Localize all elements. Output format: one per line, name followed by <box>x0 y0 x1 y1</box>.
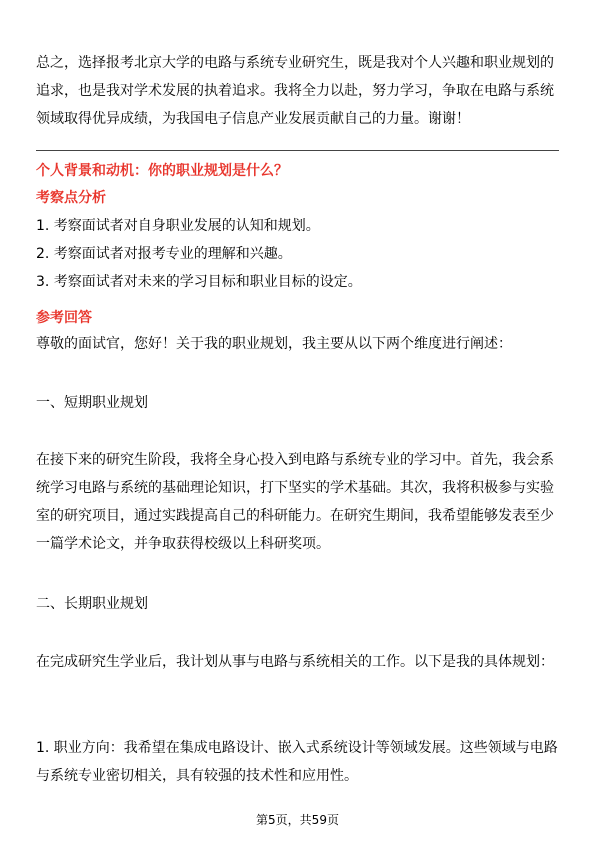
section-divider <box>36 150 559 151</box>
page-number: 第5页，共59页 <box>256 813 339 827</box>
answer-heading: 参考回答 <box>36 310 92 326</box>
long-term-title: 二、长期职业规划 <box>36 596 148 612</box>
analysis-item: 1. 考察面试者对自身职业发展的认知和规划。 <box>36 218 320 234</box>
short-term-paragraph: 在接下来的研究生阶段，我将全身心投入到电路与系统专业的学习中。首先，我会系统学习电路与系统的基础理论知识，打下坚实的学术基础。其次，我将积极参与实验室的研究项目，通过实践提高自己的科研能力。在研究生期间，我希望能够发表至少一篇学术论文，并争取获得校级以上科研奖项。 <box>36 452 554 552</box>
career-direction-paragraph: 1. 职业方向：我希望在集成电路设计、嵌入式系统设计等领域发展。这些领域与电路与系统专业密切相关，具有较强的技术性和应用性。 <box>36 740 558 784</box>
intro-paragraph: 总之，选择报考北京大学的电路与系统专业研究生，既是我对个人兴趣和职业规划的追求，也是我对学术发展的执着追求。我将全力以赴，努力学习，争取在电路与系统领域取得优异成绩，为我国电子信息产业发展贡献自己的力量。谢谢！ <box>36 55 554 127</box>
short-term-title: 一、短期职业规划 <box>36 395 148 411</box>
long-term-paragraph: 在完成研究生学业后，我计划从事与电路与系统相关的工作。以下是我的具体规划： <box>36 654 554 670</box>
answer-greeting: 尊敬的面试官，您好！关于我的职业规划，我主要从以下两个维度进行阐述： <box>36 336 512 352</box>
question-title: 个人背景和动机：你的职业规划是什么？ <box>36 163 288 179</box>
analysis-heading: 考察点分析 <box>36 190 106 206</box>
analysis-item: 3. 考察面试者对未来的学习目标和职业目标的设定。 <box>36 274 362 290</box>
analysis-item: 2. 考察面试者对报考专业的理解和兴趣。 <box>36 246 292 262</box>
